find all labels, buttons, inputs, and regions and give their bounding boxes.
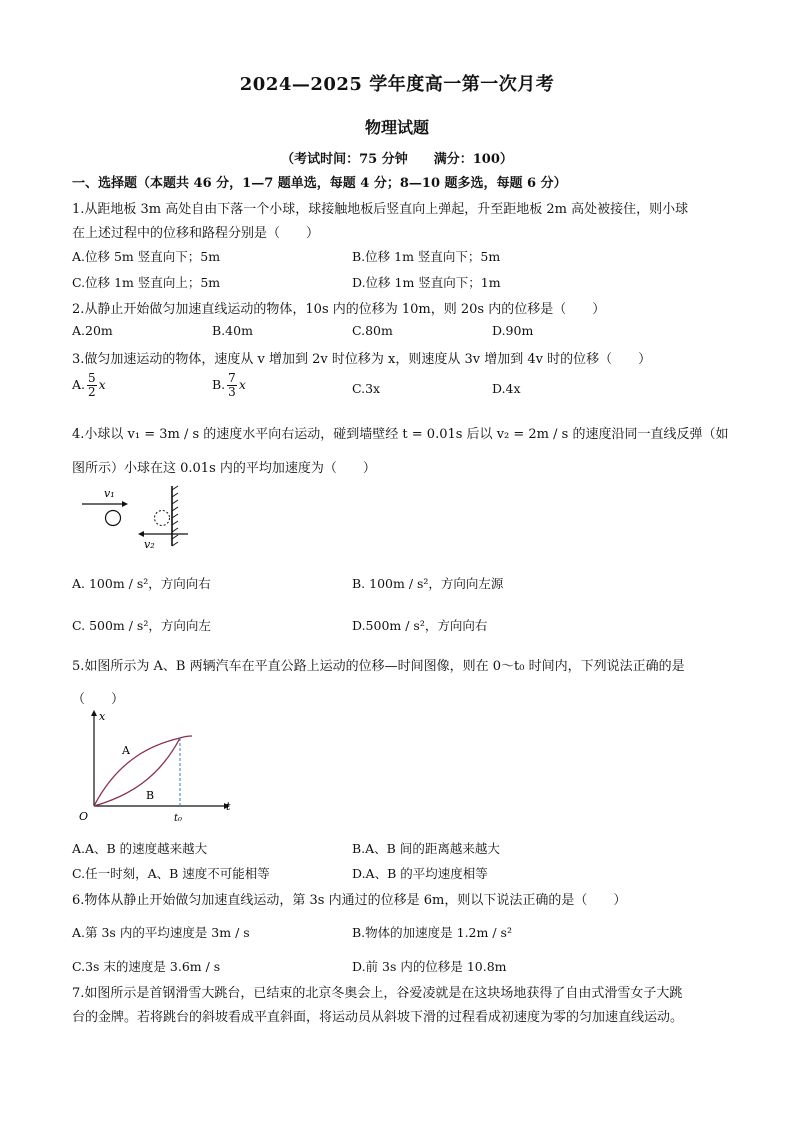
- t0-label: t₀: [174, 813, 183, 824]
- fraction: [227, 372, 237, 399]
- question-5-option-d: D.A、B 的平均速度相等: [352, 866, 488, 881]
- question-3-option-a: [72, 372, 106, 399]
- question-2-stem: 2.从静止开始做匀加速直线运动的物体，10s 内的位移为 10m，则 20s 内的位移是（ ）: [72, 302, 606, 317]
- question-5-stem-cont: （ ）: [72, 692, 125, 707]
- question-1-option-d: D.位移 1m 竖直向下；1m: [352, 275, 501, 290]
- axis-t-label: t: [226, 800, 231, 813]
- question-1-stem: 1.从距地板 3m 高处自由下落一个小球，球接触地板后竖直向上弹起，升至距地板 2m 高处被接住，则小球: [72, 202, 689, 217]
- section-heading: 一、选择题（本题共 46 分，1—7 题单选，每题 4 分；8—10 题多选，每题 6 分）: [72, 176, 567, 191]
- question-4-stem: 4.小球以 v₁ = 3m / s 的速度水平向右运动，碰到墙壁经 t = 0.01s 后以 v₂ = 2m / s 的速度沿同一直线反弹（如: [72, 427, 729, 442]
- v2-label: v₂: [144, 538, 155, 551]
- question-7-stem: 7.如图所示是首钢滑雪大跳台，已结束的北京冬奥会上，谷爱凌就是在这块场地获得了自由式滑雪女子大跳: [72, 986, 683, 1001]
- option-label: B.: [212, 377, 226, 392]
- question-5-stem: 5.如图所示为 A、B 两辆汽车在平直公路上运动的位移—时间图像，则在 0～t₀ 时间内，下列说法正确的是: [72, 659, 685, 674]
- curve-a-label: A: [122, 744, 130, 757]
- numerator: 5: [88, 371, 96, 385]
- question-2-option-c: C.80m: [352, 323, 393, 338]
- v1-label: v₁: [104, 487, 115, 500]
- question-4-option-c: C. 500m / s²，方向向左: [72, 618, 211, 633]
- curve-b-label: B: [146, 789, 155, 802]
- question-3-stem: 3.做匀加速运动的物体，速度从 v 增加到 2v 时位移为 x，则速度从 3v 增加到 4v 时的位移（ ）: [72, 352, 652, 367]
- question-6-stem: 6.物体从静止开始做匀加速直线运动，第 3s 内通过的位移是 6m，则以下说法正确的是（ ）: [72, 893, 627, 908]
- denominator: 2: [88, 385, 96, 399]
- question-1-option-c: C.位移 1m 竖直向上；5m: [72, 275, 221, 290]
- question-4-figure: [78, 484, 198, 554]
- question-6-option-c: C.3s 末的速度是 3.6m / s: [72, 959, 221, 974]
- question-3-option-c: C.3x: [352, 381, 381, 396]
- fraction: [87, 372, 97, 399]
- question-3-option-d: D.4x: [492, 381, 521, 396]
- question-5-graph: [74, 708, 244, 826]
- question-2-option-b: B.40m: [212, 323, 253, 338]
- question-5-option-c: C.任一时刻，A、B 速度不可能相等: [72, 866, 270, 881]
- x-axis: [94, 803, 230, 809]
- question-1-option-a: A.位移 5m 竖直向下；5m: [72, 249, 221, 264]
- question-2-option-a: A.20m: [72, 323, 113, 338]
- v1-arrow: [82, 501, 128, 507]
- axis-x-label: x: [99, 710, 106, 723]
- variable: x: [238, 377, 246, 392]
- y-axis: [91, 710, 97, 806]
- numerator: 7: [228, 371, 236, 385]
- subject-title: 物理试题: [364, 118, 429, 137]
- question-2-option-d: D.90m: [492, 323, 534, 338]
- ball: [106, 511, 121, 526]
- question-6-option-b: B.物体的加速度是 1.2m / s²: [352, 925, 512, 940]
- variable: x: [98, 377, 106, 392]
- question-4-option-a: A. 100m / s²，方向向右: [72, 576, 211, 591]
- wall: [172, 486, 178, 546]
- exam-title: 2024—2025 学年度高一第一次月考: [239, 74, 555, 95]
- curve-b: [94, 738, 180, 806]
- question-1-stem-cont: 在上述过程中的位移和路程分别是（ ）: [72, 226, 320, 241]
- question-3-option-b: [212, 372, 246, 399]
- origin-label: O: [79, 810, 89, 823]
- option-label: A.: [72, 377, 86, 392]
- question-4-stem-cont: 图所示）小球在这 0.01s 内的平均加速度为（ ）: [72, 461, 376, 476]
- question-4-option-b: B. 100m / s²，方向向左源: [352, 576, 504, 591]
- question-4-option-d: D.500m / s²，方向向右: [352, 618, 488, 633]
- ball-dashed: [155, 511, 170, 526]
- exam-info: （考试时间：75 分钟 满分：100）: [281, 152, 513, 167]
- question-5-option-a: A.A、B 的速度越来越大: [72, 841, 208, 856]
- question-6-option-d: D.前 3s 内的位移是 10.8m: [352, 959, 507, 974]
- question-7-stem-cont: 台的金牌。若将跳台的斜坡看成平直斜面，将运动员从斜坡下滑的过程看成初速度为零的匀加速直线运动。: [72, 1010, 684, 1025]
- question-6-option-a: A.第 3s 内的平均速度是 3m / s: [72, 925, 250, 940]
- denominator: 3: [228, 385, 236, 399]
- question-5-option-b: B.A、B 间的距离越来越大: [352, 841, 500, 856]
- question-1-option-b: B.位移 1m 竖直向下；5m: [352, 249, 501, 264]
- v2-arrow: [138, 531, 188, 537]
- curve-a: [94, 736, 192, 806]
